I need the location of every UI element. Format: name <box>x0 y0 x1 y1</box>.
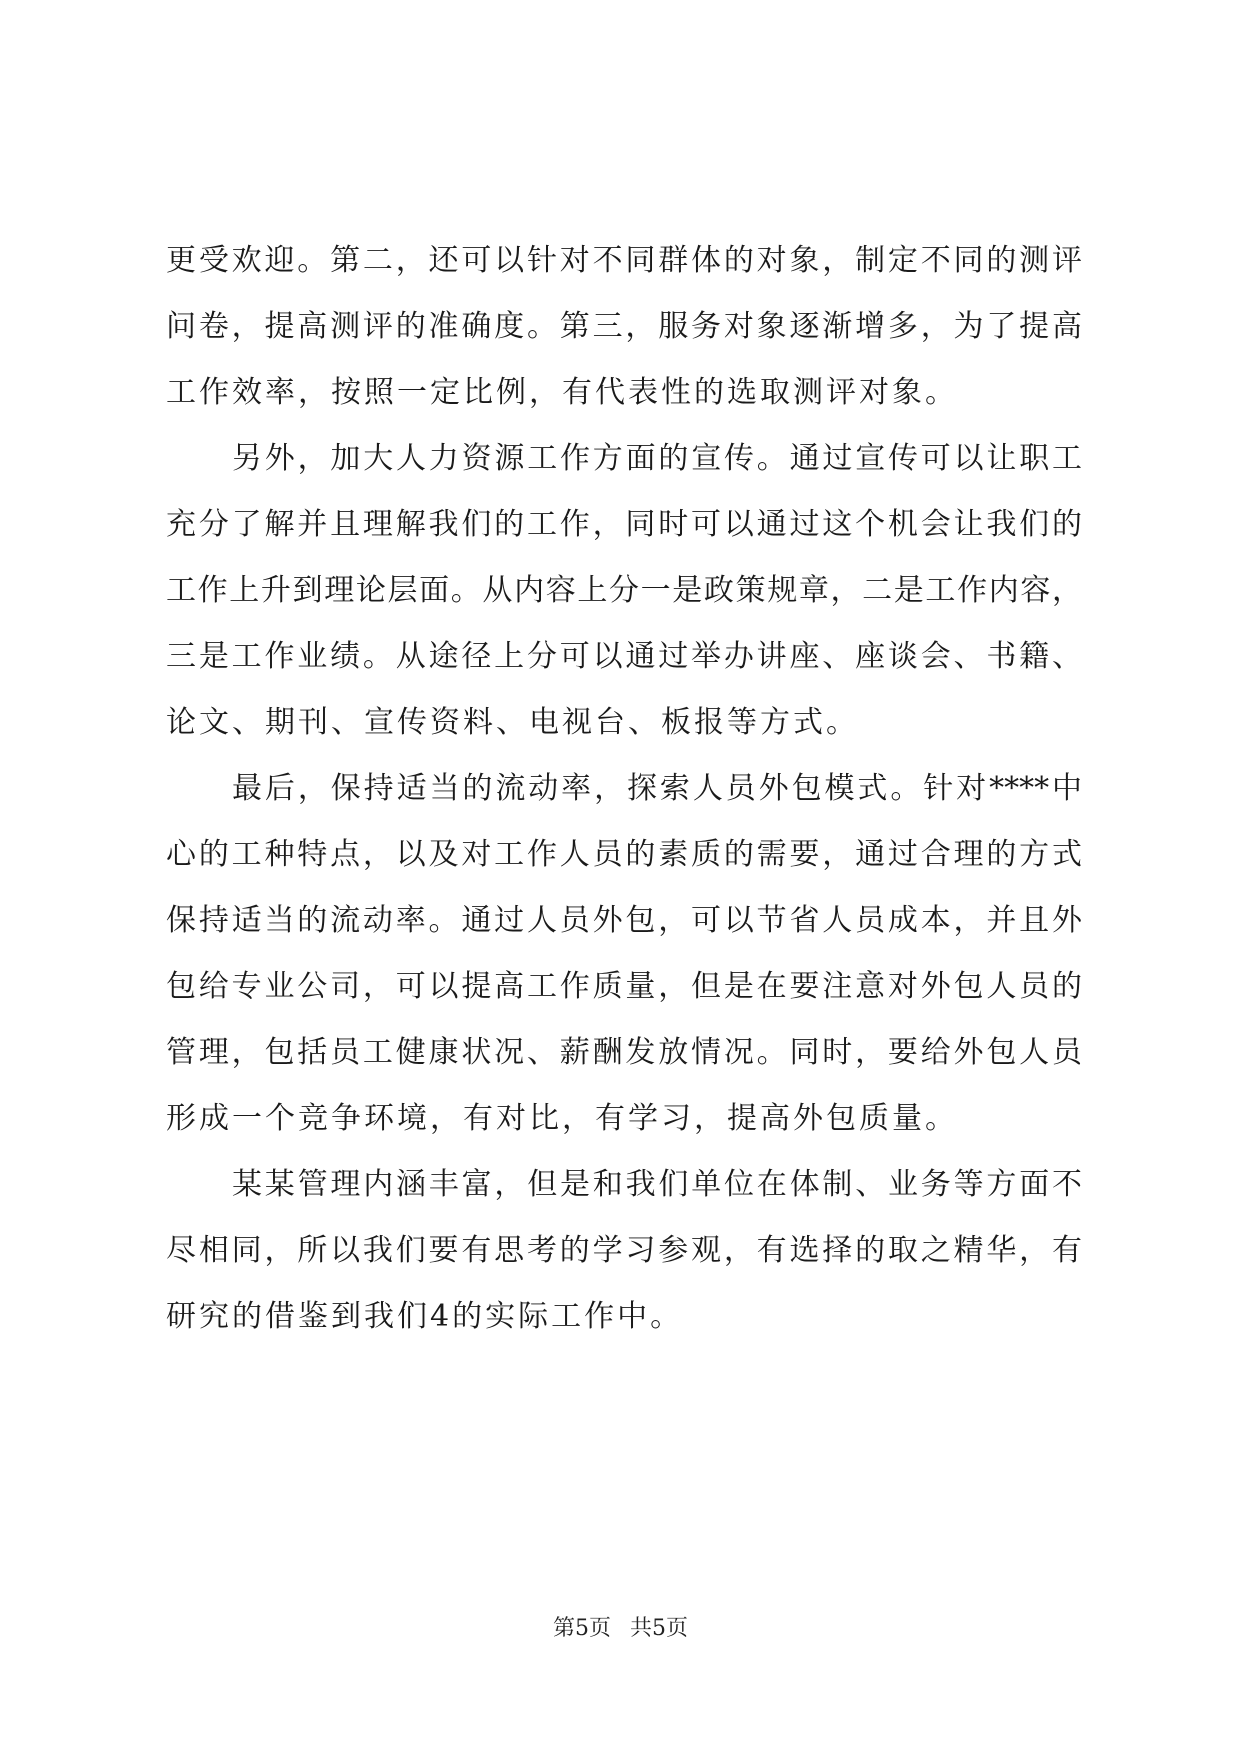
text-line: 更受欢迎。第二，还可以针对不同群体的对象，制定不同的测评 <box>166 243 1082 278</box>
text-line: 尽相同，所以我们要有思考的学习参观，有选择的取之精华，有 <box>166 1233 1082 1268</box>
text-line: 问卷，提高测评的准确度。第三，服务对象逐渐增多，为了提高 <box>166 309 1082 344</box>
text-line: 工作效率，按照一定比例，有代表性的选取测评对象。 <box>166 375 958 410</box>
current-page-number: 第5页 <box>553 1616 611 1641</box>
text-line: 工作上升到理论层面。从内容上分一是政策规章，二是工作内容， <box>166 573 1082 608</box>
text-line: 充分了解并且理解我们的工作，同时可以通过这个机会让我们的 <box>166 507 1082 542</box>
page-footer <box>0 1611 1241 1642</box>
text-line: 论文、期刊、宣传资料、电视台、板报等方式。 <box>166 705 859 740</box>
paragraph-first-line: 某某管理内涵丰富，但是和我们单位在体制、业务等方面不 <box>232 1167 1082 1202</box>
text-line: 三是工作业绩。从途径上分可以通过举办讲座、座谈会、书籍、 <box>166 639 1082 674</box>
text-line: 研究的借鉴到我们4的实际工作中。 <box>166 1299 684 1334</box>
document-body <box>166 228 1082 1350</box>
paragraph-first-line: 另外，加大人力资源工作方面的宣传。通过宣传可以让职工 <box>232 441 1082 476</box>
text-line: 保持适当的流动率。通过人员外包，可以节省人员成本，并且外 <box>166 903 1082 938</box>
text-line: 管理，包括员工健康状况、薪酬发放情况。同时，要给外包人员 <box>166 1035 1082 1070</box>
text-line: 包给专业公司，可以提高工作质量，但是在要注意对外包人员的 <box>166 969 1082 1004</box>
text-line: 心的工种特点，以及对工作人员的素质的需要，通过合理的方式 <box>166 837 1082 872</box>
paragraph-first-line: 最后，保持适当的流动率，探索人员外包模式。针对****中 <box>232 771 1082 806</box>
total-pages: 共5页 <box>630 1616 688 1641</box>
text-line: 形成一个竞争环境，有对比，有学习，提高外包质量。 <box>166 1101 958 1136</box>
